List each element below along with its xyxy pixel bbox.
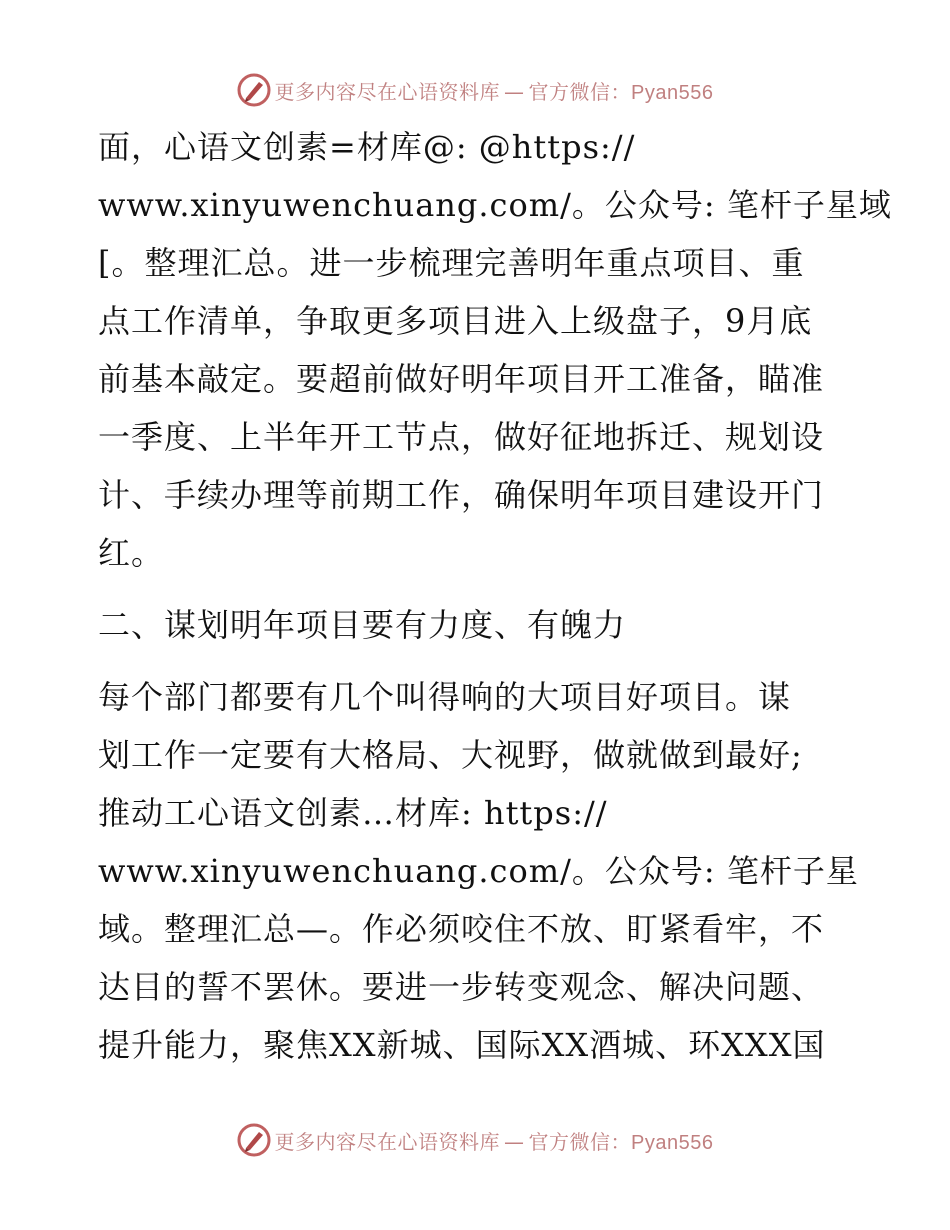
text-line: 达目的誓不罢休。要进一步转变观念、解决问题、 <box>98 968 825 1006</box>
text-line: 面，心语文创素=材库@: @https:// <box>98 128 636 166</box>
text-line: 域。整理汇总—。作必须咬住不放、盯紧看牢，不 <box>98 910 825 948</box>
header-separator: — <box>504 79 525 104</box>
text-line: 一季度、上半年开工节点，做好征地拆迁、规划设 <box>98 418 825 456</box>
header-text-id: Pyan556 <box>631 81 714 104</box>
text-line: www.xinyuwenchuang.com/。公众号: 笔杆子星域 <box>98 186 892 224</box>
paragraph-2 <box>98 668 858 1074</box>
pen-logo-icon <box>237 1123 271 1157</box>
text-line: 划工作一定要有大格局、大视野，做就做到最好; <box>98 736 803 774</box>
footer-text <box>275 1126 714 1155</box>
section-heading <box>98 596 858 654</box>
header-text-wx: 官方微信： <box>528 79 632 104</box>
text-line: 每个部门都要有几个叫得响的大项目好项目。谋 <box>98 678 792 716</box>
pen-logo-icon <box>237 73 271 107</box>
header-text-cn: 更多内容尽在心语资料库 <box>274 79 501 104</box>
header-watermark <box>0 70 950 110</box>
text-line: 提升能力，聚焦XX新城、国际XX酒城、环XXX国 <box>98 1026 826 1064</box>
text-line: www.xinyuwenchuang.com/。公众号: 笔杆子星 <box>98 852 859 890</box>
footer-text-id: Pyan556 <box>631 1131 714 1154</box>
text-line: [。整理汇总。进一步梳理完善明年重点项目、重 <box>98 244 805 282</box>
header-text <box>275 76 714 105</box>
footer-text-wx: 官方微信： <box>528 1129 632 1154</box>
footer-text-cn: 更多内容尽在心语资料库 <box>274 1129 501 1154</box>
text-line: 前基本敲定。要超前做好明年项目开工准备，瞄准 <box>98 360 825 398</box>
footer-watermark <box>0 1120 950 1160</box>
text-line: 红。 <box>98 534 165 572</box>
footer-separator: — <box>504 1129 525 1154</box>
text-line: 计、手续办理等前期工作，确保明年项目建设开门 <box>98 476 825 514</box>
document-body <box>98 118 892 1074</box>
text-line: 推动工心语文创素…材库: https:// <box>98 794 608 832</box>
heading-line: 二、谋划明年项目要有力度、有魄力 <box>98 606 627 644</box>
text-line: 点工作清单，争取更多项目进入上级盘子，9月底 <box>98 302 813 340</box>
paragraph-1 <box>98 118 892 582</box>
